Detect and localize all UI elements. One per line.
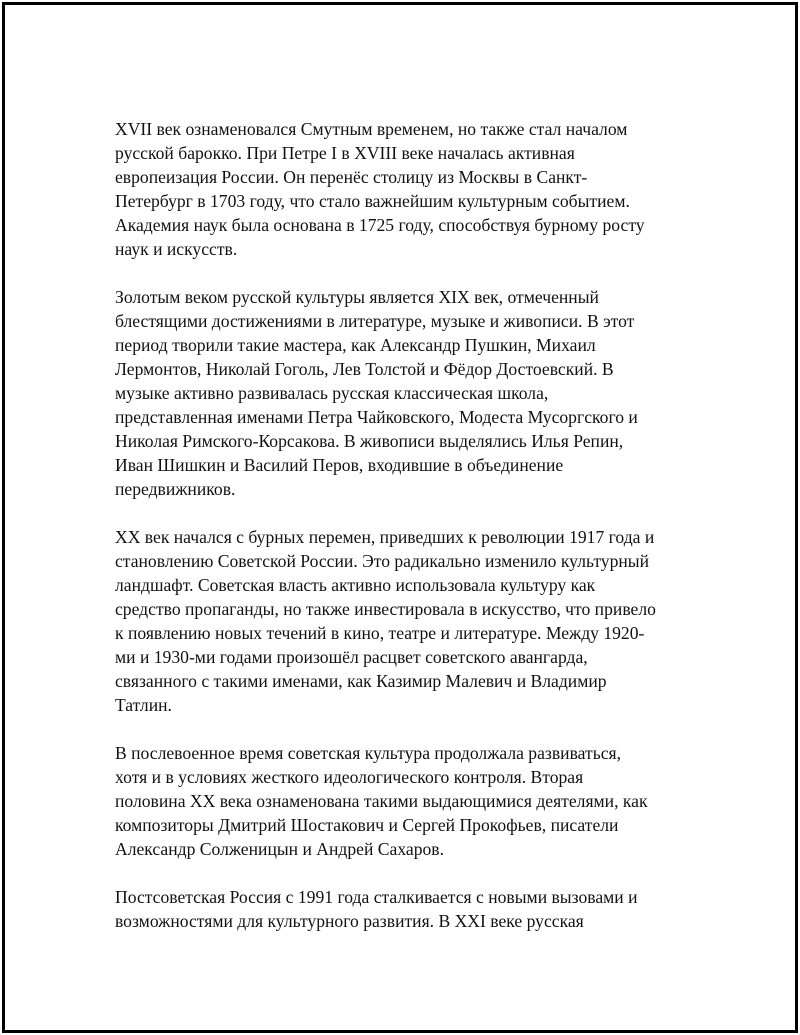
text-line: композиторы Дмитрий Шостакович и Сергей Прокофьев, писатели	[115, 815, 619, 835]
text-line: музыке активно развивалась русская классическая школа,	[115, 383, 549, 403]
text-line: блестящими достижениями в литературе, музыке и живописи. В этот	[115, 311, 635, 331]
text-line: русской барокко. При Петре I в XVIII веке началась активная	[115, 143, 575, 163]
text-line: передвижников.	[115, 479, 236, 499]
text-line: ми и 1930-ми годами произошёл расцвет советского авангарда,	[115, 647, 588, 667]
text-line: наук и искусств.	[115, 239, 238, 259]
text-line: Александр Солженицын и Андрей Сахаров.	[115, 839, 445, 859]
text-line: связанного с такими именами, как Казимир Малевич и Владимир	[115, 671, 607, 691]
text-line: становлению Советской России. Это радикально изменило культурный	[115, 551, 650, 571]
text-line: средство пропаганды, но также инвестировала в искусство, что привело	[115, 599, 656, 619]
text-line: В послевоенное время советская культура продолжала развиваться,	[115, 743, 622, 763]
text-line: Академия наук была основана в 1725 году, способствуя бурному росту	[115, 215, 645, 235]
text-line: Иван Шишкин и Василий Перов, входившие в объединение	[115, 455, 564, 475]
paragraph-20th-century	[115, 525, 695, 717]
paragraph-post-soviet	[115, 885, 695, 933]
text-line: представленная именами Петра Чайковского, Модеста Мусоргского и	[115, 407, 638, 427]
text-line: хотя и в условиях жесткого идеологического контроля. Вторая	[115, 767, 584, 787]
text-line: XVII век ознаменовался Смутным временем, но также стал началом	[115, 119, 628, 139]
text-line: к появлению новых течений в кино, театре и литературе. Между 1920-	[115, 623, 645, 643]
text-line: половина XX века ознаменована такими выдающимися деятелями, как	[115, 791, 648, 811]
text-line: Николая Римского-Корсакова. В живописи выделялись Илья Репин,	[115, 431, 624, 451]
text-line: XX век начался с бурных перемен, приведших к революции 1917 года и	[115, 527, 655, 547]
text-line: период творили такие мастера, как Александр Пушкин, Михаил	[115, 335, 596, 355]
paragraph-19th-century	[115, 285, 695, 501]
text-line: Золотым веком русской культуры является XIX век, отмеченный	[115, 287, 599, 307]
document-body	[115, 117, 695, 933]
text-line: возможностями для культурного развития. В XXI веке русская	[115, 911, 584, 931]
text-line: Петербург в 1703 году, что стало важнейшим культурным событием.	[115, 191, 630, 211]
text-line: европеизация России. Он перенёс столицу из Москвы в Санкт-	[115, 167, 588, 187]
text-line: Татлин.	[115, 695, 172, 715]
paragraph-17th-18th-century	[115, 117, 695, 261]
paragraph-postwar-era	[115, 741, 695, 861]
text-line: ландшафт. Советская власть активно использовала культуру как	[115, 575, 596, 595]
text-line: Постсоветская Россия с 1991 года сталкивается с новыми вызовами и	[115, 887, 638, 907]
text-line: Лермонтов, Николай Гоголь, Лев Толстой и Фёдор Достоевский. В	[115, 359, 614, 379]
